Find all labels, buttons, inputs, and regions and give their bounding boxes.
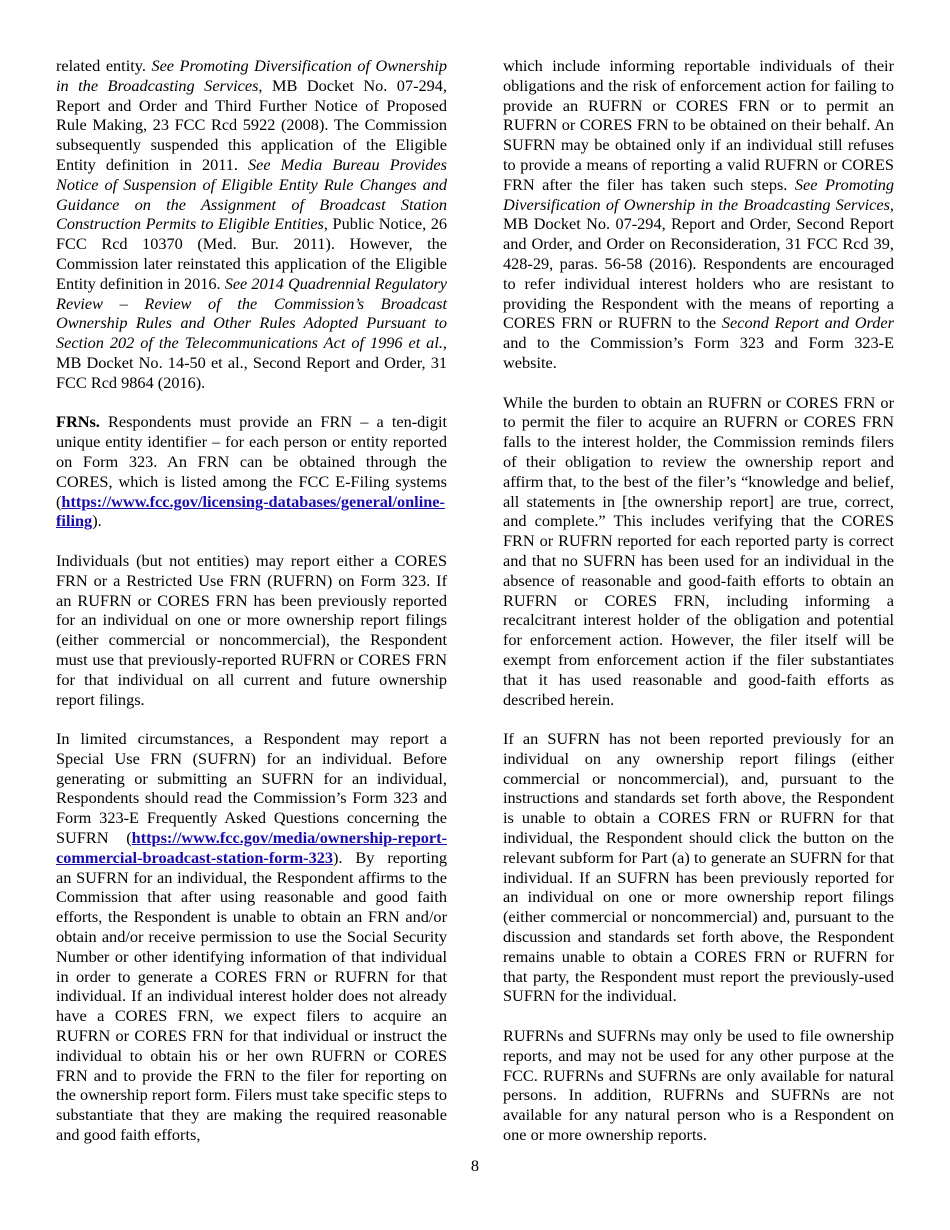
text-run: ). By reporting an SUFRN for an individual, the Respondent affirms to the Commission that after using reasonable and good faith efforts, the Respondent is unable to obtain an FRN and/or obtain and/or receive permission to use the Social Security Number or other identifying information of that individual in order to generate a CORES FRN or RUFRN for that individual. If an individual interest holder does not already have a CORES FRN, we expect filers to acquire an RUFRN or CORES FRN for that individual or instruct the individual to obtain his or her own RUFRN or CORES FRN and to provide the FRN to the filer for reporting on the ownership report form. Filers must take specific steps to substantiate that they are making the required reasonable and good faith efforts,	[56, 847, 447, 1145]
citation-italic: Second Report and Order	[721, 313, 894, 333]
paragraph-frns	[56, 412, 447, 531]
left-column	[56, 56, 447, 1165]
text-run: ).	[92, 511, 102, 531]
text-run: , Public Notice, 26 FCC Rcd 10370 (Med. Bur. 2011). However, the Commission later reinstated this application of the Eligible Entity definition in 2016.	[56, 214, 448, 293]
text-run: which include informing reportable individuals of their obligations and the risk of enforcement action for failing to provide an RUFRN or CORES FRN or to permit an RUFRN or CORES FRN to be obtained on their behalf. An SUFRN may be obtained only if an individual still refuses to provide a means of reporting a valid RUFRN or CORES FRN after the filer has taken such steps.	[503, 56, 894, 194]
paragraph-limited	[56, 729, 447, 1145]
hyperlink[interactable]: https://www.fcc.gov/licensing-databases/general/online-filing	[56, 491, 445, 531]
paragraph-if-sufrn	[503, 729, 894, 1006]
citation-italic: See Media Bureau Provides Notice of Suspension of Eligible Entity Rule Changes and Guidance on the Assignment of Broadcast Station Construction Permits to Eligible Entities	[56, 154, 447, 234]
hyperlink[interactable]: https://www.fcc.gov/media/ownership-report-commercial-broadcast-station-form-323	[56, 828, 447, 867]
text-run: related entity.	[56, 56, 152, 75]
section-heading: FRNs.	[56, 412, 100, 432]
text-run: , MB Docket No. 14-50 et al., Second Report and Order, 31 FCC Rcd 9864 (2016).	[56, 333, 447, 392]
text-run: , MB Docket No. 07-294, Report and Order and Third Further Notice of Proposed Rule Making, 23 FCC Rcd 5922 (2008). The Commission subsequently suspended this application of the Eligible Entity definition in 2011.	[56, 75, 447, 174]
paragraph-which	[503, 56, 894, 373]
text-run: , MB Docket No. 07-294, Report and Order, Second Report and Order, and Order on Reconsideration, 31 FCC Rcd 39, 428-29, paras. 56-58 (2016). Respondents are encouraged to refer individual interest holders who are resistant to providing the Respondent with the means of reporting a CORES FRN or RUFRN to the	[503, 194, 894, 333]
citation-italic: See Promoting Diversification of Ownership in the Broadcasting Services	[56, 56, 447, 95]
paragraph-cont	[56, 56, 447, 393]
text-run: In limited circumstances, a Respondent may report a Special Use FRN (SUFRN) for an individual. Before generating or submitting an SUFRN for an individual, Respondents should read the Commission’s Form 323 and Form 323-E Frequently Asked Questions concerning the SUFRN (	[56, 729, 447, 848]
text-run: While the burden to obtain an RUFRN or CORES FRN or to permit the filer to acquire an RUFRN or CORES FRN falls to the interest holder, the Commission reminds filers of their obligation to review the ownership report and affirm that, to the best of the filer’s “knowledge and belief, all statements in [the ownership report] are true, correct, and complete.” This includes verifying that the CORES FRN or RUFRN reported for each reported party is correct and that no SUFRN has been used for an individual in the absence of reasonable and good-faith efforts to obtain an RUFRN or CORES FRN, including informing a recalcitrant interest holder of the obligation and potential for enforcement action. However, the filer itself will be exempt from enforcement action if the filer substantiates that it has used reasonable and good-faith efforts as described herein.	[503, 392, 894, 709]
paragraph-burden	[503, 393, 894, 710]
paragraph-individuals	[56, 551, 447, 709]
text-run: RUFRNs and SUFRNs may only be used to file ownership reports, and may not be used for any other purpose at the FCC. RUFRNs and SUFRNs are only available for natural persons. In addition, RUFRNs and SUFRNs are not available for any natural person who is a Respondent on one or more ownership reports.	[503, 1026, 894, 1145]
paragraph-rufrns	[503, 1026, 894, 1145]
right-column	[503, 56, 894, 1165]
text-run: If an SUFRN has not been reported previously for an individual on any ownership report filings (either commercial or noncommercial), and, pursuant to the instructions and standards set forth above, the Respondent is unable to obtain a CORES FRN or RUFRN for that individual, the Respondent should click the button on the relevant subform for Part (a) to generate an SUFRN for that individual. If an SUFRN has been previously reported for an individual on one or more ownership report filings (either commercial or noncommercial) and, pursuant to the discussion and standards set forth above, the Respondent remains unable to obtain a CORES FRN or RUFRN for that party, the Respondent must report the previously-used SUFRN for the individual.	[503, 729, 894, 1006]
page-number: 8	[470, 1156, 480, 1175]
citation-italic: See Promoting Diversification of Ownership in the Broadcasting Services	[503, 174, 895, 214]
citation-italic: See 2014 Quadrennial Regulatory Review – Review of the Commission’s Broadcast Ownership Rules and Other Rules Adopted Pursuant to Section 202 of the Telecommunications Act of 1996 et al.	[56, 273, 448, 353]
text-run: and to the Commission’s Form 323 and Form 323-E website.	[503, 333, 894, 372]
text-run: Individuals (but not entities) may report either a CORES FRN or a Restricted Use FRN (RUFRN) on Form 323. If an RUFRN or CORES FRN has been previously reported for an individual on one or more ownership report filings (either commercial or noncommercial), the Respondent must use that previously-reported RUFRN or CORES FRN for that individual on all current and future ownership report filings.	[56, 550, 447, 709]
text-run: Respondents must provide an FRN – a ten-digit unique entity identifier – for each person or entity reported on Form 323. An FRN can be obtained through the CORES, which is listed among the FCC E-Filing systems (	[56, 412, 447, 511]
